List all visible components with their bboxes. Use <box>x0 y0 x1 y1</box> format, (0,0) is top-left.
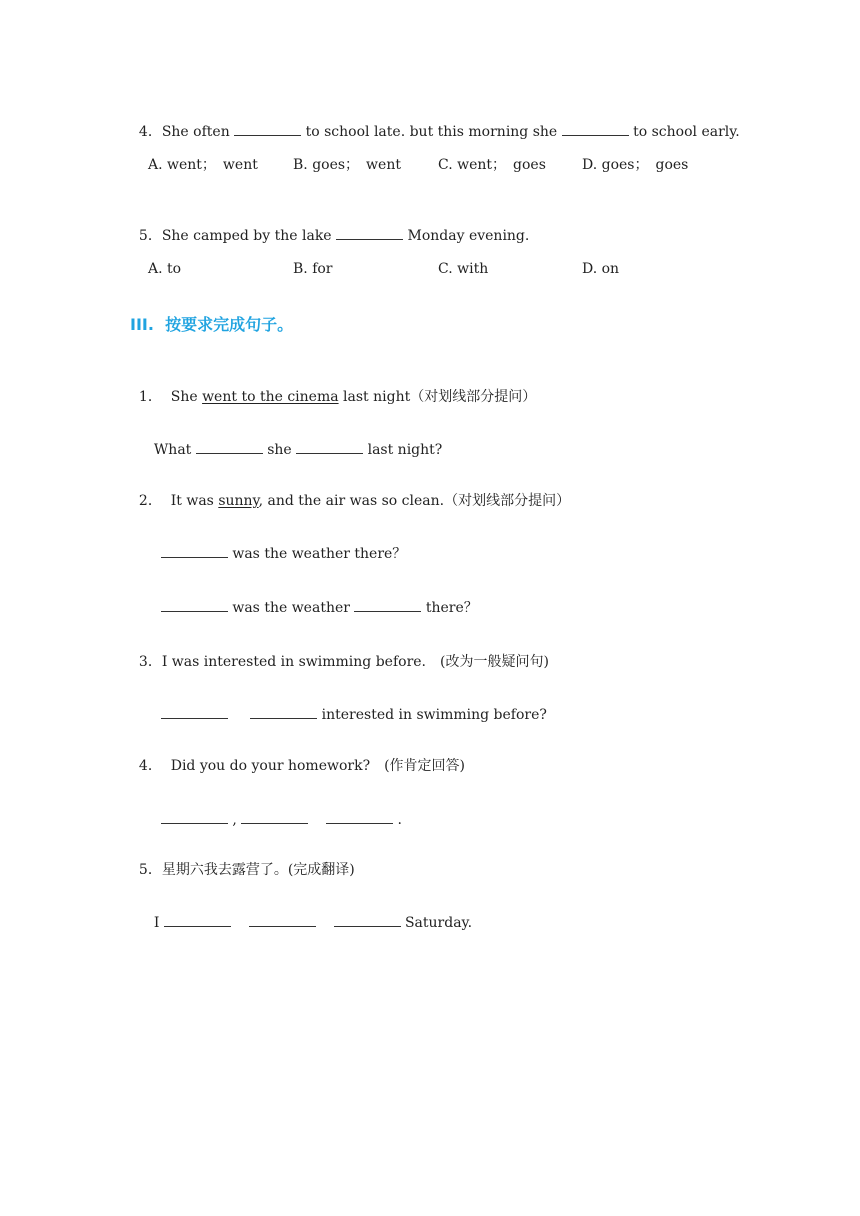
option-b[interactable]: B. goes； went <box>293 157 401 173</box>
answer-blank[interactable] <box>161 811 228 824</box>
answer-blank[interactable] <box>296 441 363 454</box>
answer-blank[interactable] <box>249 914 316 927</box>
option-d[interactable]: D. on <box>582 261 620 277</box>
answer-blank[interactable] <box>161 599 228 612</box>
question-number: 5． <box>138 228 162 244</box>
question-number: 2． <box>138 493 162 509</box>
answer-blank[interactable] <box>164 914 231 927</box>
answer-blank[interactable] <box>234 123 301 136</box>
answer-line-1: What she last night? <box>153 442 443 458</box>
answer-line-2a: was the weather there？ <box>152 527 406 563</box>
option-c[interactable]: C. with <box>438 261 489 277</box>
option-d[interactable]: D. goes； goes <box>582 157 689 173</box>
underlined-phrase: went to the cinema <box>202 389 339 405</box>
answer-line-4: , . <box>152 793 402 829</box>
answer-blank[interactable] <box>196 441 263 454</box>
answer-blank[interactable] <box>250 706 317 719</box>
question-number: 5． <box>138 862 162 878</box>
answer-blank[interactable] <box>336 227 403 240</box>
rewrite-question-1: 1． She went to the cinema last night（对划线部分提问） <box>138 389 537 405</box>
answer-blank[interactable] <box>241 811 308 824</box>
question-number: 1． <box>138 389 162 405</box>
answer-blank[interactable] <box>161 545 228 558</box>
option-a[interactable]: A. went； went <box>148 157 258 173</box>
answer-line-3: interested in swimming before? <box>152 688 547 724</box>
answer-blank[interactable] <box>334 914 401 927</box>
answer-line-5: I Saturday. <box>153 915 473 931</box>
question-number: 4． <box>138 758 162 774</box>
rewrite-question-2: 2． It was sunny, and the air was so clean.（对划线部分提问） <box>138 493 571 509</box>
rewrite-question-4: 4． Did you do your homework? (作肯定回答) <box>138 758 466 774</box>
mc-question-4: 4．She often to school late. but this morning she to school early. <box>138 124 740 140</box>
answer-blank[interactable] <box>354 599 421 612</box>
question-number: 3． <box>138 654 162 670</box>
underlined-phrase: sunny <box>218 493 259 509</box>
mc-question-5: 5．She camped by the lake Monday evening. <box>138 228 530 244</box>
section-heading: III. 按要求完成句子。 <box>130 315 294 334</box>
rewrite-question-3: 3．I was interested in swimming before. (改为一般疑问句) <box>138 654 549 670</box>
rewrite-question-5: 5．星期六我去露营了。(完成翻译) <box>138 862 355 878</box>
option-a[interactable]: A. to <box>148 261 182 277</box>
option-c[interactable]: C. went； goes <box>438 157 546 173</box>
answer-line-2b: was the weather there？ <box>152 581 478 617</box>
answer-blank[interactable] <box>161 706 228 719</box>
answer-blank[interactable] <box>326 811 393 824</box>
question-number: 4． <box>138 124 162 140</box>
answer-blank[interactable] <box>562 123 629 136</box>
option-b[interactable]: B. for <box>293 261 333 277</box>
